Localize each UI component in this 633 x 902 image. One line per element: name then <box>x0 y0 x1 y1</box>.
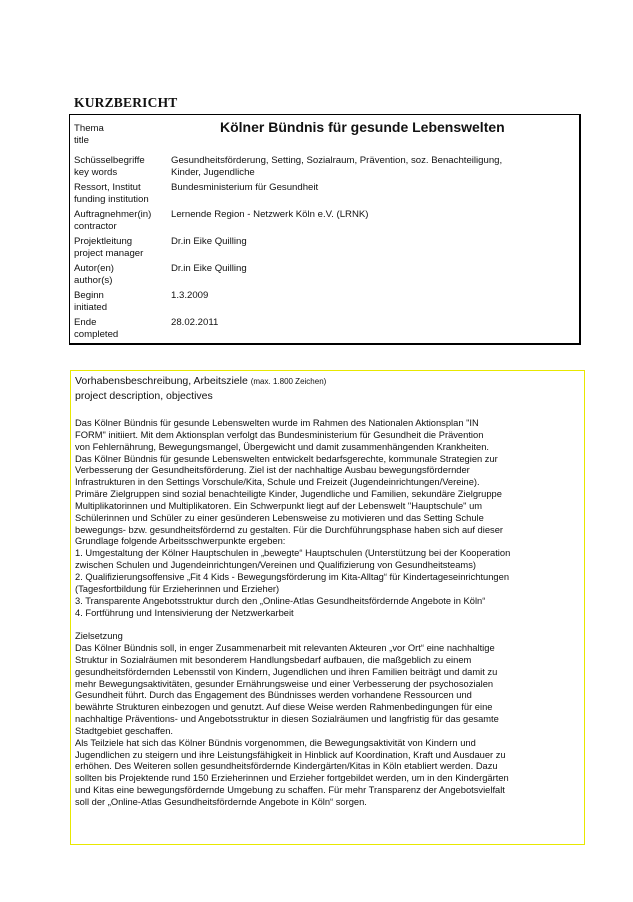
description-line: Jugendlichen zu steigern und ihre Leistungsfähigkeit in Hinblick auf Koordination, Kraft und Ausdauer zu <box>75 749 506 760</box>
description-body <box>75 418 581 809</box>
report-heading: KURZBERICHT <box>74 95 178 110</box>
contractor-label: Auftragnehmer(in) contractor <box>74 209 152 232</box>
description-heading-note: (max. 1.800 Zeichen) <box>250 377 327 386</box>
description-line: Zielsetzung <box>75 631 123 642</box>
author-value: Dr.in Eike Quilling <box>171 263 247 274</box>
description-line: Stadtgebiet geschaffen. <box>75 725 174 736</box>
description-line: erhöhen. Des Weiteren sollen gesundheitsfördernde Kindergärten/Kitas in Köln etabliert werden. Dazu <box>75 761 498 772</box>
description-line: Das Kölner Bündnis für gesunde Lebenswelten wurde im Rahmen des Nationalen Aktionsplan "IN <box>75 418 479 428</box>
description-line: 1. Umgestaltung der Kölner Hauptschulen in „bewegte“ Hauptschulen (Unterstützung bei der Kooperation <box>75 548 511 559</box>
description-line: Infrastrukturen in den Settings Vorschule/Kita, Schule und Freizeit (Jugendeinrichtungen/Vereine). <box>75 477 480 488</box>
manager-label: Projektleitung project manager <box>74 236 144 259</box>
funding-value: Bundesministerium für Gesundheit <box>171 182 319 193</box>
description-line: Gesundheit führt. Durch das Engagement des Bündnisses werden vorhandene Ressourcen und <box>75 690 472 701</box>
description-line: (Tagesfortbildung für Erzieherinnen und Erzieher) <box>75 583 280 594</box>
description-line: von Fehlernährung, Bewegungsmangel, Übergewicht und damit zusammenhängenden Krankheiten. <box>75 441 489 452</box>
manager-value: Dr.in Eike Quilling <box>171 236 247 247</box>
description-subheading: project description, objectives <box>75 390 213 402</box>
description-line: FORM" initiiert. Mit dem Aktionsplan verfolgt das Bundesministerium für Gesundheit die Prävention <box>75 429 484 440</box>
contractor-value: Lernende Region - Netzwerk Köln e.V. (LRNK) <box>171 209 369 220</box>
description-line: Schülerinnen und Schüler zu einer gesünderen Lebensweise zu motivieren und das Setting Schule <box>75 512 484 523</box>
project-info-table <box>69 114 581 345</box>
description-line: Multiplikatorinnen und Multiplikatoren. Ein Schwerpunkt liegt auf der Lebenswelt "Hauptschule" um <box>75 500 483 511</box>
description-line: Als Teilziele hat sich das Kölner Bündnis vorgenommen, die Bewegungsaktivität von Kindern und <box>75 737 476 748</box>
author-label: Autor(en) author(s) <box>74 263 114 286</box>
description-line: bewegungs- bzw. gesundheitsfördernd zu gestalten. Für die Durchführungsphase haben sich auf dieser <box>75 524 504 535</box>
description-line: Das Kölner Bündnis für gesunde Lebenswelten entwickelt bedarfsgerechte, kommunale Strategien zur <box>75 453 498 464</box>
description-line: Struktur in Sozialräumen mit besonderem Handlungsbedarf aufbauen, die maßgeblich zu einem <box>75 654 472 665</box>
description-line: mehr Bewegungsaktivitäten, gesunder Ernährungsweise und einer Verbesserung der psychosozialen <box>75 678 494 689</box>
funding-label: Ressort, Institut funding institution <box>74 182 149 205</box>
keywords-label: Schüsselbegriffe key words <box>74 155 145 178</box>
description-line: bewährte Strukturen einbezogen und genutzt. Auf diese Weise werden Rahmenbedingungen für eine <box>75 702 493 713</box>
initiated-label: Beginn initiated <box>74 290 108 313</box>
description-heading: Vorhabensbeschreibung, Arbeitsziele (max. 1.800 Zeichen) <box>75 375 327 387</box>
description-line: soll der „Online-Atlas Gesundheitsfördernde Angebote in Köln“ sorgen. <box>75 797 367 807</box>
initiated-value: 1.3.2009 <box>171 290 209 301</box>
completed-label: Ende completed <box>74 317 119 340</box>
project-description-box <box>70 370 585 845</box>
description-line: 4. Fortführung und Intensivierung der Netzwerkarbeit <box>75 607 294 618</box>
project-title: Kölner Bündnis für gesunde Lebenswelten <box>220 119 505 135</box>
description-line: 2. Qualifizierungsoffensive „Fit 4 Kids - Bewegungsförderung im Kita-Alltag“ für Kindertageseinrichtungen <box>75 571 510 582</box>
description-line: Primäre Zielgruppen sind sozial benachteiligte Kinder, Jugendliche und Familien, sekundäre Zielgruppe <box>75 489 502 500</box>
description-line: sollten bis Projektende rund 150 Erzieherinnen und Erzieher fortgebildet werden, um in den Kindergärten <box>75 773 509 784</box>
description-line: Das Kölner Bündnis soll, in enger Zusammenarbeit mit relevanten Akteuren „vor Ort“ eine nachhaltige <box>75 643 495 654</box>
paragraph-gap <box>75 619 581 631</box>
description-line: Verbesserung der Gesundheitsförderung. Ziel ist der nachhaltige Ausbau bewegungsfördernder <box>75 465 470 476</box>
keywords-value: Gesundheitsförderung, Setting, Sozialraum, Prävention, soz. Benachteiligung, Kinder, Jugendliche <box>171 155 503 178</box>
description-line: Grundlage folgende Arbeitsschwerpunkte ergeben: <box>75 536 286 547</box>
description-line: gesundheitsfördernden Lebensstil von Kindern, Jugendlichen und ihren Familien beiträgt und damit zu <box>75 666 498 677</box>
description-line: und Kitas eine bewegungsfördernde Umgebung zu schaffen. Für mehr Transparenz der Angebotsvielfalt <box>75 785 505 796</box>
completed-value: 28.02.2011 <box>171 317 219 328</box>
description-line: 3. Transparente Angebotsstruktur durch den „Online-Atlas Gesundheitsfördernde Angebote in Köln“ <box>75 595 486 606</box>
title-label: Thema title <box>74 123 104 146</box>
description-line: zwischen Schulen und Jugendeinrichtungen/Vereinen und Qualifizierung von Gesundheitsteams) <box>75 560 477 571</box>
description-line: nachhaltige Präventions- und Angebotsstruktur in diesen Sozialräumen und langfristig für das gesamte <box>75 714 499 725</box>
